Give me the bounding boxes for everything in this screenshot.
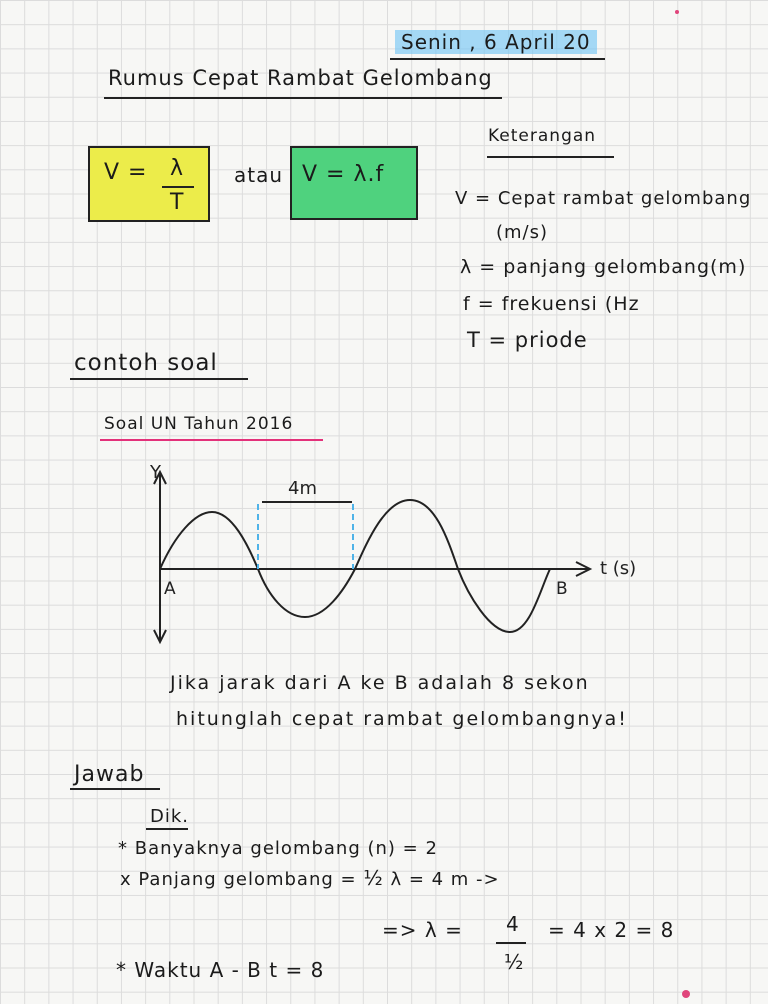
keterangan-line-t: T = priode	[467, 328, 588, 352]
dik-underline	[146, 828, 188, 830]
question-line-2: hitunglah cepat rambat gelombangnya!	[176, 708, 628, 730]
contoh-soal-heading: contoh soal	[74, 350, 218, 376]
answer-line-2	[120, 866, 500, 890]
keterangan-line-lambda: λ = panjang gelombang(m)	[460, 256, 747, 278]
answer-line-4: * Waktu A - B t = 8	[116, 958, 325, 982]
soal-label: Soal UN Tahun 2016	[104, 414, 294, 434]
keterangan-heading: Keterangan	[488, 126, 597, 146]
graph-point-b: B	[556, 579, 568, 599]
answer-line-2-half: ½	[363, 866, 384, 890]
page-title: Rumus Cepat Rambat Gelombang	[108, 66, 493, 90]
graph-y-label: Y	[150, 462, 161, 483]
formula2-text: V = λ.f	[302, 162, 385, 187]
answer-line-2-suffix: λ = 4 m ->	[390, 869, 500, 890]
answer-line-3-fraction-bar	[496, 942, 526, 944]
connector-atau: atau	[234, 163, 284, 187]
dik-label: Dik.	[150, 806, 190, 827]
graph-x-label: t (s)	[600, 558, 637, 579]
answer-line-3-numerator: 4	[506, 912, 520, 936]
jawab-heading: Jawab	[74, 762, 145, 787]
question-line-1: Jika jarak dari A ke B adalah 8 sekon	[170, 672, 590, 694]
answer-line-3-prefix: => λ =	[382, 918, 463, 942]
keterangan-line-f: f = frekuensi (Hz	[463, 293, 640, 315]
date-highlight: Senin , 6 April 20	[395, 30, 597, 54]
graph-distance-label: 4m	[288, 478, 317, 499]
formula1-lhs: V =	[104, 160, 148, 185]
formula1-numerator: λ	[170, 156, 185, 181]
graph-point-a: A	[164, 579, 176, 599]
formula1-denominator: T	[170, 190, 185, 215]
keterangan-line-unit: (m/s)	[496, 222, 549, 243]
answer-line-1: * Banyaknya gelombang (n) = 2	[118, 838, 438, 859]
answer-line-2-prefix: x Panjang gelombang =	[120, 869, 357, 890]
answer-line-3-denominator: ½	[504, 950, 525, 974]
answer-line-3-result: = 4 x 2 = 8	[548, 918, 675, 942]
keterangan-line-v: V = Cepat rambat gelombang	[455, 188, 752, 209]
graph-wave	[160, 500, 550, 632]
jawab-underline	[70, 788, 160, 790]
